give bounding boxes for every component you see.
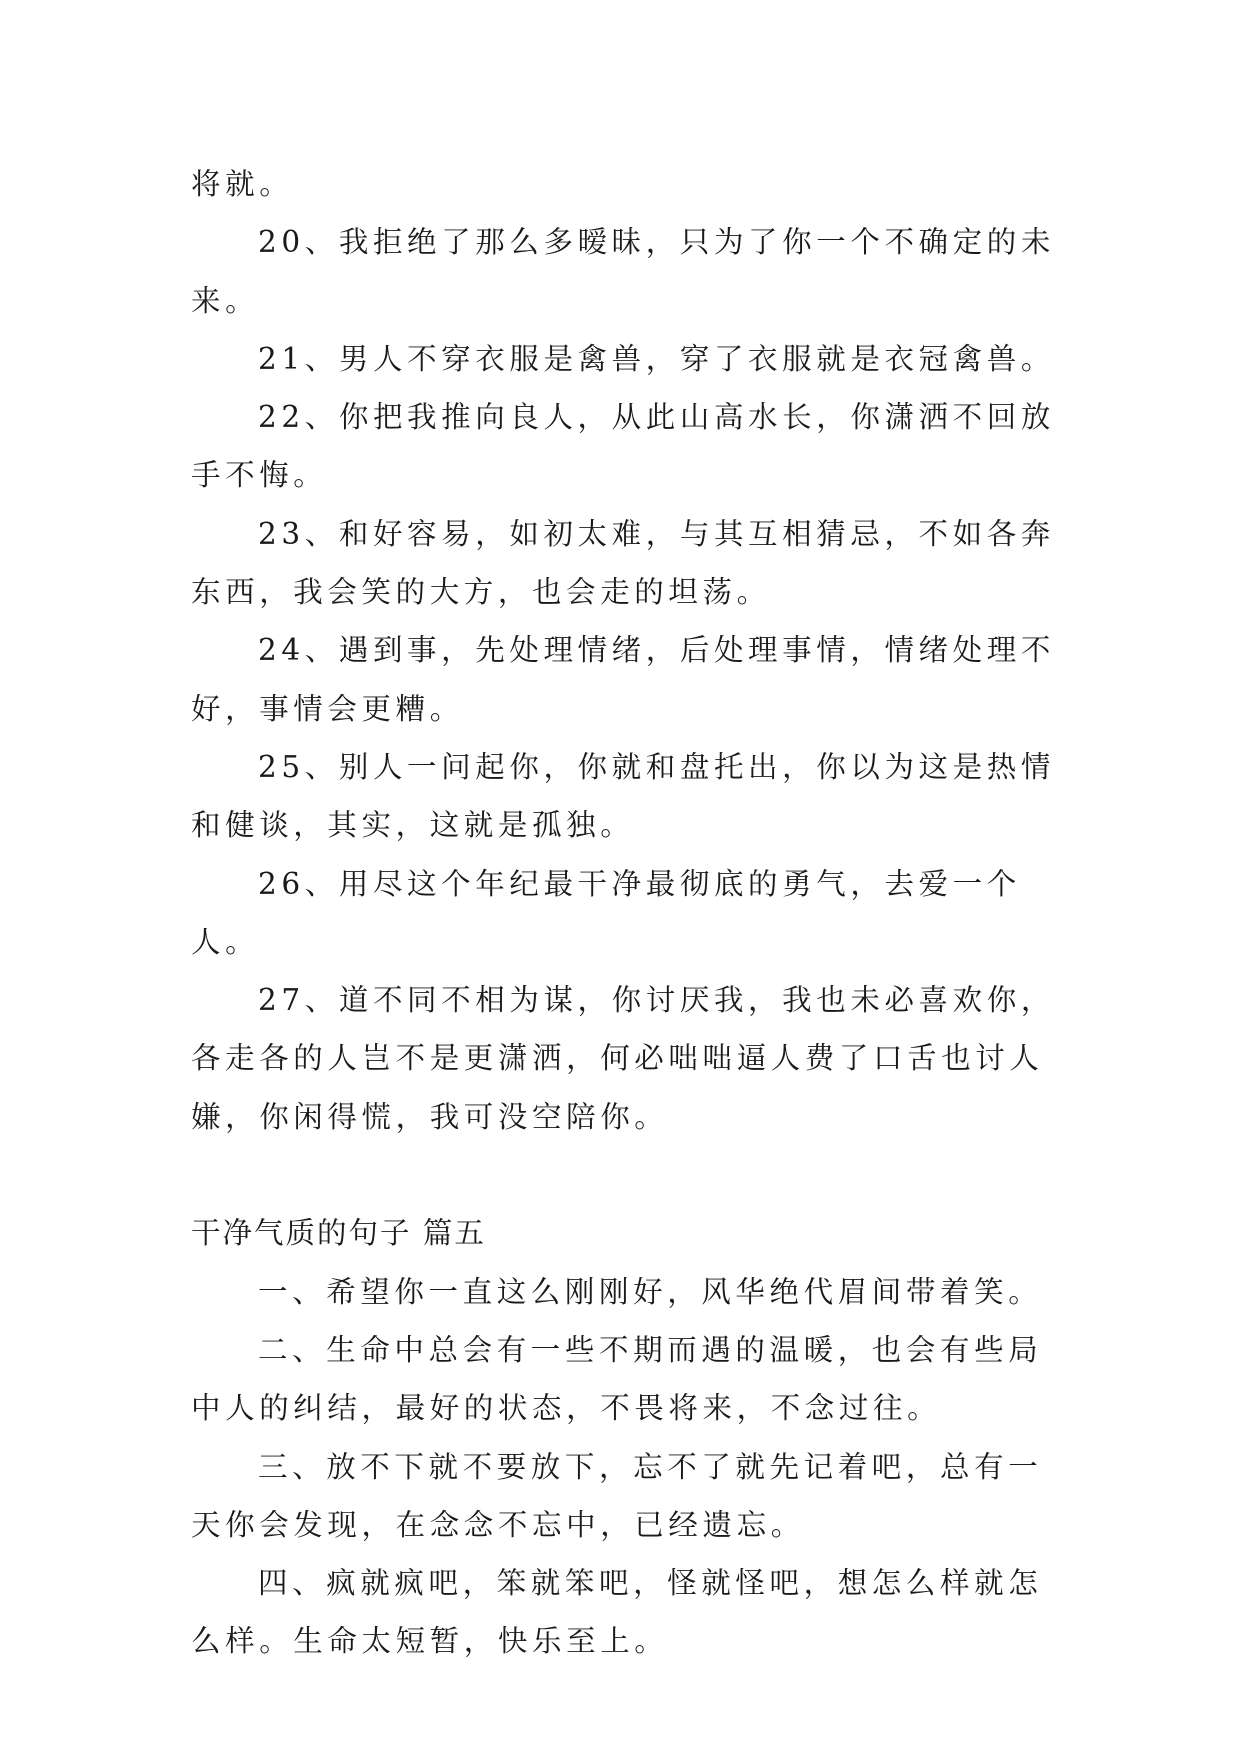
paragraph: 24、遇到事，先处理情绪，后处理事情，情绪处理不好，事情会更糟。	[191, 633, 1055, 726]
paragraph: 三、放不下就不要放下，忘不了就先记着吧，总有一天你会发现，在念念不忘中，已经遗忘。	[191, 1449, 1043, 1542]
paragraph: 二、生命中总会有一些不期而遇的温暖，也会有些局中人的纠结，最好的状态，不畏将来，不念过往。	[191, 1332, 1043, 1426]
paragraph: 四、疯就疯吧，笨就笨吧，怪就怪吧，想怎么样就怎么样。生命太短暂，快乐至上。	[191, 1566, 1043, 1659]
paragraph: 将就。	[191, 167, 294, 201]
paragraph: 一、希望你一直这么刚刚好，风华绝代眉间带着笑。	[258, 1274, 1043, 1309]
paragraph: 20、我拒绝了那么多暧昧，只为了你一个不确定的未来。	[191, 225, 1055, 318]
paragraph: 27、道不同不相为谋，你讨厌我，我也未必喜欢你，各走各的人岂不是更潇洒，何必咄咄逼人费了口舌也讨人嫌，你闲得慌，我可没空陪你。	[191, 983, 1055, 1134]
paragraph: 25、别人一问起你，你就和盘托出，你以为这是热情和健谈，其实，这就是孤独。	[191, 749, 1055, 843]
paragraph: 22、你把我推向良人，从此山高水长，你潇洒不回放手不悔。	[191, 400, 1055, 493]
document-body	[191, 155, 1061, 1671]
paragraph: 21、男人不穿衣服是禽兽，穿了衣服就是衣冠禽兽。	[258, 341, 1055, 376]
section-heading: 干净气质的句子 篇五	[191, 1216, 486, 1251]
paragraph: 23、和好容易，如初太难，与其互相猜忌，不如各奔东西，我会笑的大方，也会走的坦荡。	[191, 516, 1055, 610]
paragraph: 26、用尽这个年纪最干净最彻底的勇气，去爱一个人。	[191, 866, 1021, 959]
